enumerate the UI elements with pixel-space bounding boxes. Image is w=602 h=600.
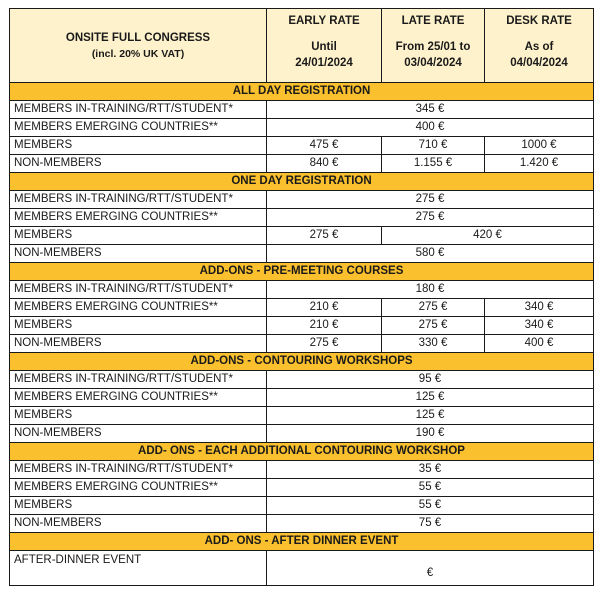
price-cell: 125 € — [267, 407, 594, 425]
table-header-row — [10, 9, 594, 83]
row-label: MEMBERS IN-TRAINING/RTT/STUDENT* — [10, 101, 267, 119]
price-cell: 275 € — [267, 191, 594, 209]
section-title: ADD- ONS - EACH ADDITIONAL CONTOURING WORKSHOP — [10, 443, 594, 461]
header-title: ONSITE FULL CONGRESS — [65, 31, 211, 44]
table-row — [10, 281, 594, 299]
table-body — [10, 83, 594, 586]
price-cell: 345 € — [267, 101, 594, 119]
row-label: AFTER-DINNER EVENT — [10, 551, 267, 586]
section-title: ADD-ONS - CONTOURING WORKSHOPS — [10, 353, 594, 371]
price-cell: 580 € — [267, 245, 594, 263]
row-label: NON-MEMBERS — [10, 335, 267, 353]
section-header-row — [10, 83, 594, 101]
row-label: MEMBERS EMERGING COUNTRIES** — [10, 389, 267, 407]
row-label: NON-MEMBERS — [10, 245, 267, 263]
price-cell: 1.155 € — [382, 155, 485, 173]
row-label: MEMBERS IN-TRAINING/RTT/STUDENT* — [10, 371, 267, 389]
table-row — [10, 299, 594, 317]
price-cell: 275 € — [382, 317, 485, 335]
table-row — [10, 425, 594, 443]
table-row — [10, 245, 594, 263]
price-cell: 75 € — [267, 515, 594, 533]
late-rate-line2: 03/04/2024 — [404, 57, 462, 69]
early-rate-title: EARLY RATE — [288, 15, 360, 27]
table-row — [10, 497, 594, 515]
row-label: NON-MEMBERS — [10, 515, 267, 533]
price-cell: € — [267, 551, 594, 586]
section-header-row — [10, 263, 594, 281]
table-row — [10, 191, 594, 209]
row-label: NON-MEMBERS — [10, 425, 267, 443]
registration-fees-table — [9, 8, 594, 586]
row-label: MEMBERS IN-TRAINING/RTT/STUDENT* — [10, 191, 267, 209]
price-cell: 275 € — [267, 335, 382, 353]
table-row — [10, 317, 594, 335]
early-rate-line1: Until — [311, 41, 337, 53]
section-title: ALL DAY REGISTRATION — [10, 83, 594, 101]
price-cell: 180 € — [267, 281, 594, 299]
row-label: MEMBERS — [10, 317, 267, 335]
price-cell: 400 € — [485, 335, 594, 353]
price-cell: 275 € — [267, 209, 594, 227]
table-row — [10, 461, 594, 479]
row-label: MEMBERS EMERGING COUNTRIES** — [10, 119, 267, 137]
price-cell: 35 € — [267, 461, 594, 479]
price-cell: 275 € — [267, 227, 382, 245]
table-row — [10, 119, 594, 137]
section-header-row — [10, 353, 594, 371]
header-late-rate — [382, 9, 485, 83]
price-cell: 400 € — [267, 119, 594, 137]
table-row — [10, 371, 594, 389]
row-label: NON-MEMBERS — [10, 155, 267, 173]
row-label: MEMBERS EMERGING COUNTRIES** — [10, 479, 267, 497]
table-row — [10, 155, 594, 173]
header-desk-rate — [485, 9, 594, 83]
table-row — [10, 479, 594, 497]
table-row — [10, 389, 594, 407]
price-cell: 420 € — [382, 227, 594, 245]
price-cell: 1000 € — [485, 137, 594, 155]
price-cell: 125 € — [267, 389, 594, 407]
late-rate-title: LATE RATE — [401, 15, 465, 27]
row-label: MEMBERS IN-TRAINING/RTT/STUDENT* — [10, 281, 267, 299]
desk-rate-line1: As of — [524, 41, 554, 53]
price-cell: 55 € — [267, 479, 594, 497]
header-early-rate — [267, 9, 382, 83]
table-row — [10, 335, 594, 353]
header-congress-cell — [10, 9, 267, 83]
price-cell: 55 € — [267, 497, 594, 515]
late-rate-line1: From 25/01 to — [395, 41, 471, 53]
early-rate-line2: 24/01/2024 — [295, 57, 353, 69]
price-cell: 210 € — [267, 317, 382, 335]
table-row — [10, 551, 594, 586]
section-header-row — [10, 173, 594, 191]
section-title: ADD-ONS - PRE-MEETING COURSES — [10, 263, 594, 281]
row-label: MEMBERS — [10, 227, 267, 245]
price-cell: 330 € — [382, 335, 485, 353]
price-cell: 190 € — [267, 425, 594, 443]
table-row — [10, 515, 594, 533]
section-header-row — [10, 533, 594, 551]
table-row — [10, 137, 594, 155]
price-cell: 1.420 € — [485, 155, 594, 173]
row-label: MEMBERS EMERGING COUNTRIES** — [10, 299, 267, 317]
table-row — [10, 209, 594, 227]
price-cell: 340 € — [485, 317, 594, 335]
price-cell: 95 € — [267, 371, 594, 389]
price-cell: 710 € — [382, 137, 485, 155]
row-label: MEMBERS EMERGING COUNTRIES** — [10, 209, 267, 227]
price-cell: 475 € — [267, 137, 382, 155]
price-cell: 275 € — [382, 299, 485, 317]
price-cell: 840 € — [267, 155, 382, 173]
price-cell: 210 € — [267, 299, 382, 317]
price-cell: 340 € — [485, 299, 594, 317]
table-row — [10, 407, 594, 425]
section-header-row — [10, 443, 594, 461]
desk-rate-line2: 04/04/2024 — [510, 57, 568, 69]
table-row — [10, 101, 594, 119]
desk-rate-title: DESK RATE — [506, 15, 572, 27]
table-row — [10, 227, 594, 245]
section-title: ADD- ONS - AFTER DINNER EVENT — [10, 533, 594, 551]
pricing-table-container — [9, 8, 594, 586]
section-title: ONE DAY REGISTRATION — [10, 173, 594, 191]
row-label: MEMBERS IN-TRAINING/RTT/STUDENT* — [10, 461, 267, 479]
row-label: MEMBERS — [10, 137, 267, 155]
row-label: MEMBERS — [10, 497, 267, 515]
header-subtitle: (incl. 20% UK VAT) — [91, 47, 185, 60]
row-label: MEMBERS — [10, 407, 267, 425]
